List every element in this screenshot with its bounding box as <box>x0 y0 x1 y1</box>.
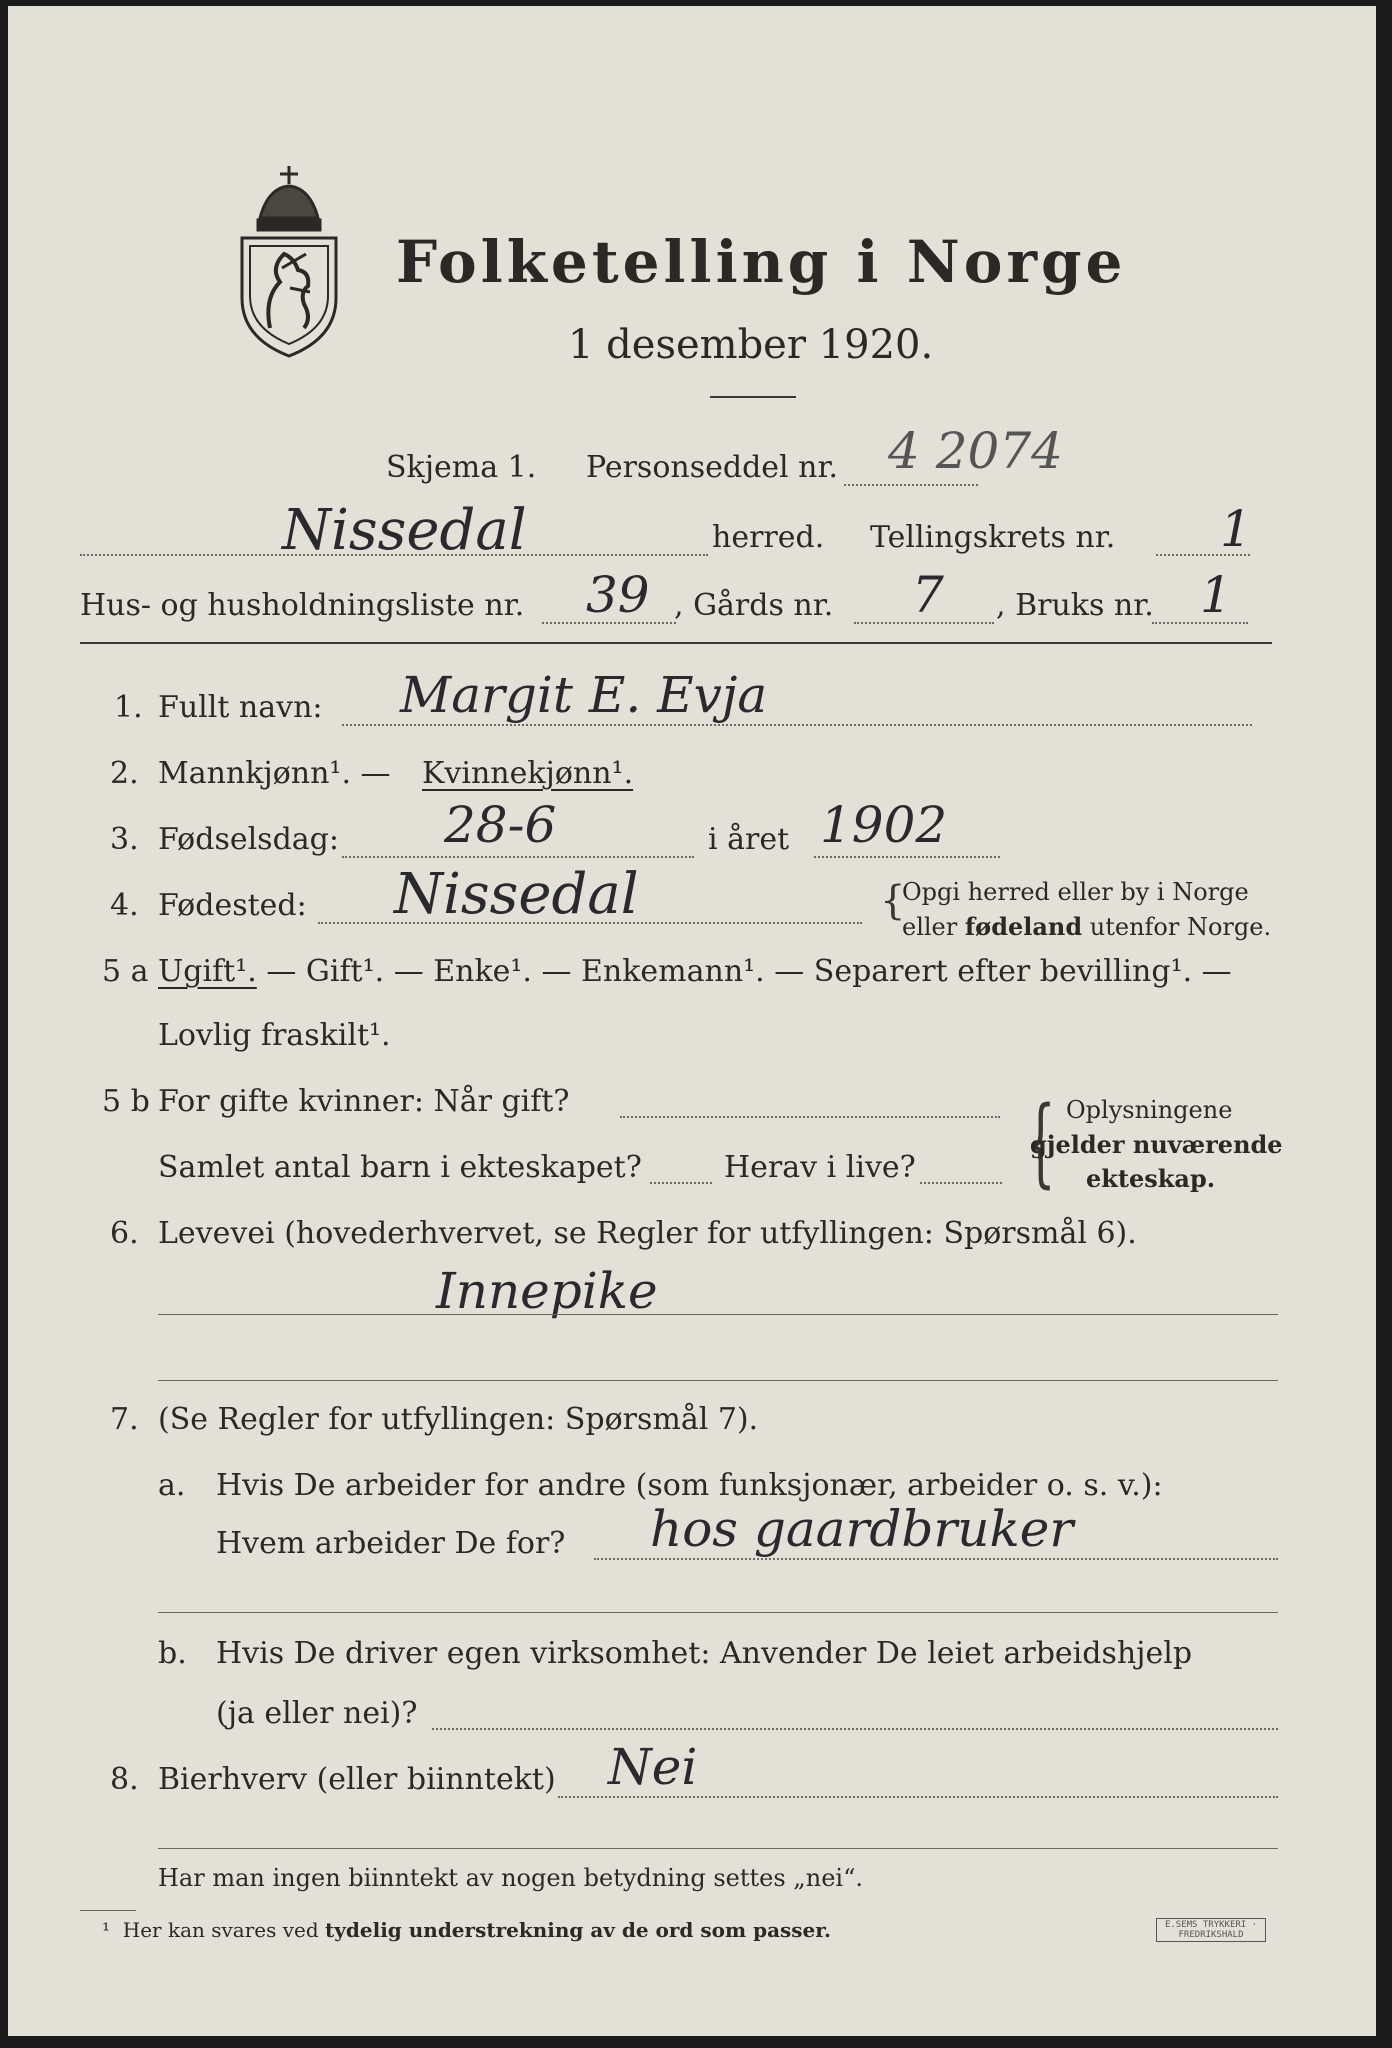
fraskilt-option: Lovlig fraskilt¹. <box>158 1018 391 1053</box>
q7a-label1: Hvis De arbeider for andre (som funksjonær, arbeider o. s. v.): <box>216 1468 1163 1503</box>
q5a-number: 5 a <box>102 954 149 989</box>
year-dots <box>814 856 1000 858</box>
printer-stamp: E.SEMS TRYKKERI · FREDRIKSHALD <box>1156 1918 1266 1942</box>
year-label: i året <box>708 822 790 857</box>
q5b-note-line3: ekteskap. <box>1086 1164 1216 1193</box>
footnote-rule <box>80 1910 136 1911</box>
header-rule <box>80 642 1272 644</box>
husholdningsliste-value: 39 <box>586 566 650 624</box>
q7a-letter: a. <box>158 1468 186 1503</box>
q7b-letter: b. <box>158 1636 187 1671</box>
q3-number: 3. <box>110 822 139 857</box>
nei-instruction: Har man ingen biinntekt av nogen betydning settes „nei“. <box>158 1864 863 1892</box>
q3-label: Fødselsdag: <box>158 822 339 857</box>
q6-label: Levevei (hovederhvervet, se Regler for utfyllingen: Spørsmål 6). <box>158 1216 1137 1251</box>
q7-label: (Se Regler for utfyllingen: Spørsmål 7). <box>158 1402 759 1437</box>
husholdningsliste-label: Hus- og husholdningsliste nr. <box>80 588 525 623</box>
q5b-brace: { <box>1025 1086 1056 1198</box>
q7b-label2: (ja eller nei)? <box>216 1696 418 1731</box>
form-title: Folketelling i Norge <box>396 228 1127 296</box>
q1-label: Fullt navn: <box>158 690 323 725</box>
q6-line1 <box>158 1314 1278 1315</box>
title-divider <box>710 396 796 398</box>
q5b-note-line2: gjelder nuværende <box>1030 1130 1283 1159</box>
q4-note-line2: eller fødeland utenfor Norge. <box>902 912 1272 941</box>
naar-gift-dots <box>620 1116 1000 1118</box>
gards-value: 7 <box>912 566 944 624</box>
q5b-label1: For gifte kvinner: Når gift? <box>158 1084 570 1119</box>
coat-of-arms-icon <box>230 158 348 358</box>
barn-dots <box>650 1182 712 1184</box>
q5a-other-options: — Gift¹. — Enke¹. — Enkemann¹. — Separert efter bevilling¹. — <box>256 954 1232 989</box>
bruks-label: , Bruks nr. <box>996 588 1154 623</box>
q4-label: Fødested: <box>158 888 307 923</box>
kvinnekjonn-option: Kvinnekjønn¹. <box>422 756 634 791</box>
q7b-label1: Hvis De driver egen virksomhet: Anvender De leiet arbeidshjelp <box>216 1636 1193 1671</box>
personseddel-label: Personseddel nr. <box>586 450 839 485</box>
q4-brace: { <box>880 878 906 924</box>
herav-label: Herav i live? <box>724 1150 916 1185</box>
personseddel-dots <box>844 484 978 486</box>
census-date: 1 desember 1920. <box>568 322 934 368</box>
birth-day-value: 28-6 <box>444 796 557 854</box>
skjema-label: Skjema 1. <box>386 450 537 485</box>
full-name-value: Margit E. Evja <box>400 666 768 724</box>
side-income-value: Nei <box>608 1738 698 1796</box>
tellingskrets-label: Tellingskrets nr. <box>870 520 1116 555</box>
occupation-value: Innepike <box>436 1262 658 1320</box>
census-form-page <box>8 6 1376 2036</box>
ugift-option: Ugift¹. <box>158 954 257 989</box>
q6-line2 <box>158 1380 1278 1381</box>
q4-number: 4. <box>110 888 139 923</box>
q7a-dots <box>594 1558 1278 1560</box>
q8-label: Bierhverv (eller biinntekt) <box>158 1762 556 1797</box>
personseddel-value: 4 2074 <box>888 422 1063 480</box>
q5a-options <box>158 954 1232 989</box>
q5b-number: 5 b <box>102 1084 150 1119</box>
q4-note-line1: Opgi herred eller by i Norge <box>902 878 1249 906</box>
q7b-dots <box>432 1728 1278 1730</box>
q3-day-dots <box>342 856 694 858</box>
q2-number: 2. <box>110 756 139 791</box>
q5b-label2: Samlet antal barn i ekteskapet? <box>158 1150 642 1185</box>
birthplace-value: Nissedal <box>394 862 639 927</box>
q7a-label2: Hvem arbeider De for? <box>216 1526 566 1561</box>
footnote: ¹ Her kan svares ved tydelig understrekning av de ord som passer. <box>102 1918 831 1942</box>
mannkjonn-option: Mannkjønn¹. — <box>158 756 391 791</box>
tellingskrets-value: 1 <box>1220 500 1252 558</box>
q8-line2 <box>158 1848 1278 1849</box>
q5b-note-line1: Oplysningene <box>1066 1096 1233 1124</box>
herav-dots <box>920 1182 1002 1184</box>
q1-dots <box>342 724 1252 726</box>
q7-number: 7. <box>110 1402 139 1437</box>
q8-dots <box>558 1796 1278 1798</box>
q7a-line2 <box>158 1612 1278 1613</box>
birth-year-value: 1902 <box>820 796 948 854</box>
gards-label: , Gårds nr. <box>674 588 834 623</box>
q8-number: 8. <box>110 1762 139 1797</box>
q6-number: 6. <box>110 1216 139 1251</box>
q1-number: 1. <box>114 690 143 725</box>
bruks-value: 1 <box>1200 566 1232 624</box>
employer-value: hos gaardbruker <box>650 1500 1074 1558</box>
herred-label: herred. <box>712 520 825 555</box>
herred-value: Nissedal <box>282 498 527 563</box>
